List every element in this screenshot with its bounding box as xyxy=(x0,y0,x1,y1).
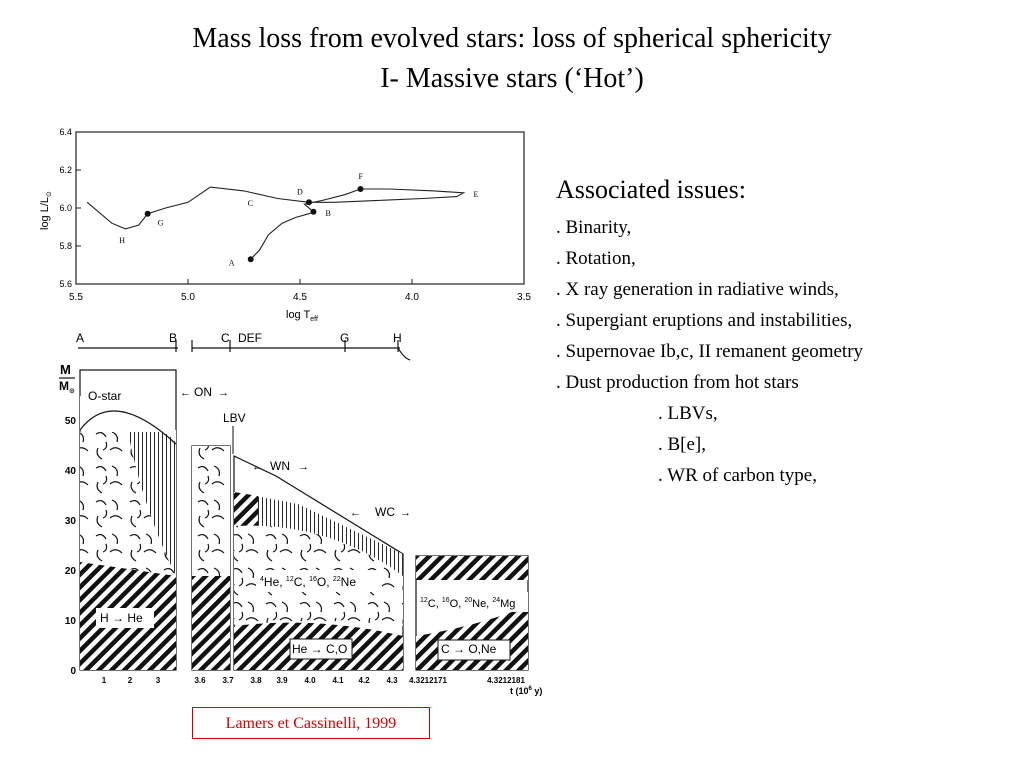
composition-label: $^4$He, $^{12}$C, $^{16}$O, $^{22}$Ne xyxy=(260,575,357,589)
track-point-marker xyxy=(306,199,312,205)
mass-tick-label: 40 xyxy=(64,466,76,477)
phase-marker-label: G xyxy=(340,331,350,345)
arrow-glyph: → xyxy=(218,387,229,399)
mass-y-tick-labels xyxy=(65,416,77,677)
mass-axis-denominator: $M_⊙$ xyxy=(59,379,75,395)
annotation-label: H → He xyxy=(100,611,143,625)
phase-marker-bar xyxy=(76,331,410,360)
slide-title: Mass loss from evolved stars: loss of spherical sphericity xyxy=(192,23,832,54)
mass-tick-label: 0 xyxy=(70,666,76,677)
mass-tick-label: 50 xyxy=(64,416,76,427)
hr-plot-frame xyxy=(76,132,524,284)
track-point-label: E xyxy=(473,189,479,199)
track-point-marker xyxy=(310,209,316,215)
y-tick-label: 6.2 xyxy=(59,165,72,175)
composition-label: $^{12}$C, $^{16}$O, $^{20}$Ne, $^{24}$Mg xyxy=(420,597,516,610)
time-tick-label: 1 xyxy=(101,676,107,685)
mass-tick-label: 10 xyxy=(64,616,76,627)
y-tick-label: 5.8 xyxy=(59,241,72,251)
issue-item: . Binarity, xyxy=(556,217,632,238)
x-tick-label: 4.5 xyxy=(293,292,307,303)
track-point-marker xyxy=(357,186,363,192)
issue-item: . Rotation, xyxy=(556,248,636,269)
hr-diagram-axes xyxy=(76,132,524,284)
track-point-label: D xyxy=(296,187,303,197)
citation-box: Lamers et Cassinelli, 1999 xyxy=(192,707,430,739)
arrow-glyph: ← xyxy=(350,507,361,519)
mass-tick-label: 20 xyxy=(64,566,76,577)
issue-item: . Dust production from hot stars xyxy=(556,372,799,393)
track-point-marker xyxy=(248,256,254,262)
annotation-label: He → C,O xyxy=(292,642,348,656)
time-tick-label: 3.7 xyxy=(222,676,234,685)
hr-x-axis-label: $\log T_{eff}$ xyxy=(286,309,318,322)
mass-tick-label: 30 xyxy=(64,516,76,527)
issues-items xyxy=(556,212,1016,491)
annotation-label: WC xyxy=(375,505,395,519)
issue-item: . Supergiant eruptions and instabilities, xyxy=(556,310,853,331)
phase-marker-label: H xyxy=(393,331,402,345)
annotation-label: ON xyxy=(194,385,212,399)
phase-marker-label: C xyxy=(221,331,230,345)
track-point-label: A xyxy=(228,258,235,268)
arrow-glyph: ← xyxy=(180,387,191,399)
issue-item: . B[e], xyxy=(658,434,707,455)
associated-issues-list xyxy=(556,172,1016,491)
y-tick-label: 6.4 xyxy=(59,127,72,137)
issue-item: . LBVs, xyxy=(658,403,718,424)
arrow-glyph: → xyxy=(400,507,411,519)
time-tick-label: 4.0 xyxy=(304,676,316,685)
hr-diagram-chart xyxy=(36,122,542,322)
slide-subtitle: I- Massive stars (‘Hot’) xyxy=(380,63,644,94)
issue-item: . Supernovae Ib,c, II remanent geometry xyxy=(556,341,864,362)
x-tick-label: 5.0 xyxy=(181,292,195,303)
y-tick-label: 6.0 xyxy=(59,203,72,213)
x-tick-label: 4.0 xyxy=(405,292,419,303)
track-point-label: C xyxy=(247,199,253,209)
track-point-label: B xyxy=(325,208,331,218)
panel-post-main-sequence xyxy=(192,446,230,670)
annotation-label: C → O,Ne xyxy=(441,642,497,656)
track-points xyxy=(119,172,478,267)
x-tick-label: 3.5 xyxy=(517,292,531,303)
phase-marker-label: A xyxy=(76,331,85,345)
phase-marker-label: DEF xyxy=(238,331,262,345)
phase-marker-label: B xyxy=(169,331,178,345)
mass-structure-chart xyxy=(58,326,566,702)
issue-item: . WR of carbon type, xyxy=(658,465,817,486)
annotation-label: O-star xyxy=(88,389,122,403)
track-point-marker xyxy=(145,211,151,217)
track-point-label: G xyxy=(157,218,164,228)
time-tick-label: 3 xyxy=(155,676,161,685)
annotation-label: WN xyxy=(270,459,290,473)
x-tick-label: 5.5 xyxy=(69,292,83,303)
time-tick-label: 4.2 xyxy=(358,676,370,685)
hr-y-axis-label: $\log L/L_⊙$ xyxy=(39,191,53,230)
track-point-label: H xyxy=(119,235,126,245)
issue-item: . X ray generation in radiative winds, xyxy=(556,279,839,300)
time-axis-label: t ($10^6$ y) xyxy=(510,686,543,696)
time-tick-label: 4.3 xyxy=(386,676,398,685)
y-tick-label: 5.6 xyxy=(59,279,72,289)
mass-axis-label: M xyxy=(60,362,71,377)
time-tick-label: 4.3212171 xyxy=(409,676,447,685)
time-x-tick-labels xyxy=(102,676,526,685)
time-tick-label: 3.6 xyxy=(194,676,206,685)
hr-diagram-tick-labels xyxy=(59,127,531,303)
time-tick-label: 4.1 xyxy=(332,676,344,685)
issues-heading: Associated issues: xyxy=(556,175,746,204)
arrow-glyph: ← xyxy=(252,461,263,473)
track-point-label: F xyxy=(358,172,363,181)
arrow-glyph: → xyxy=(298,461,309,473)
annotation-label: LBV xyxy=(223,411,246,425)
time-tick-label: 3.9 xyxy=(276,676,288,685)
evolutionary-track-line xyxy=(87,187,463,259)
time-tick-label: 2 xyxy=(127,676,133,685)
time-tick-label: 3.8 xyxy=(250,676,262,685)
time-tick-label: 4.3212181 xyxy=(487,676,525,685)
panel-wolf-rayet xyxy=(234,456,403,670)
